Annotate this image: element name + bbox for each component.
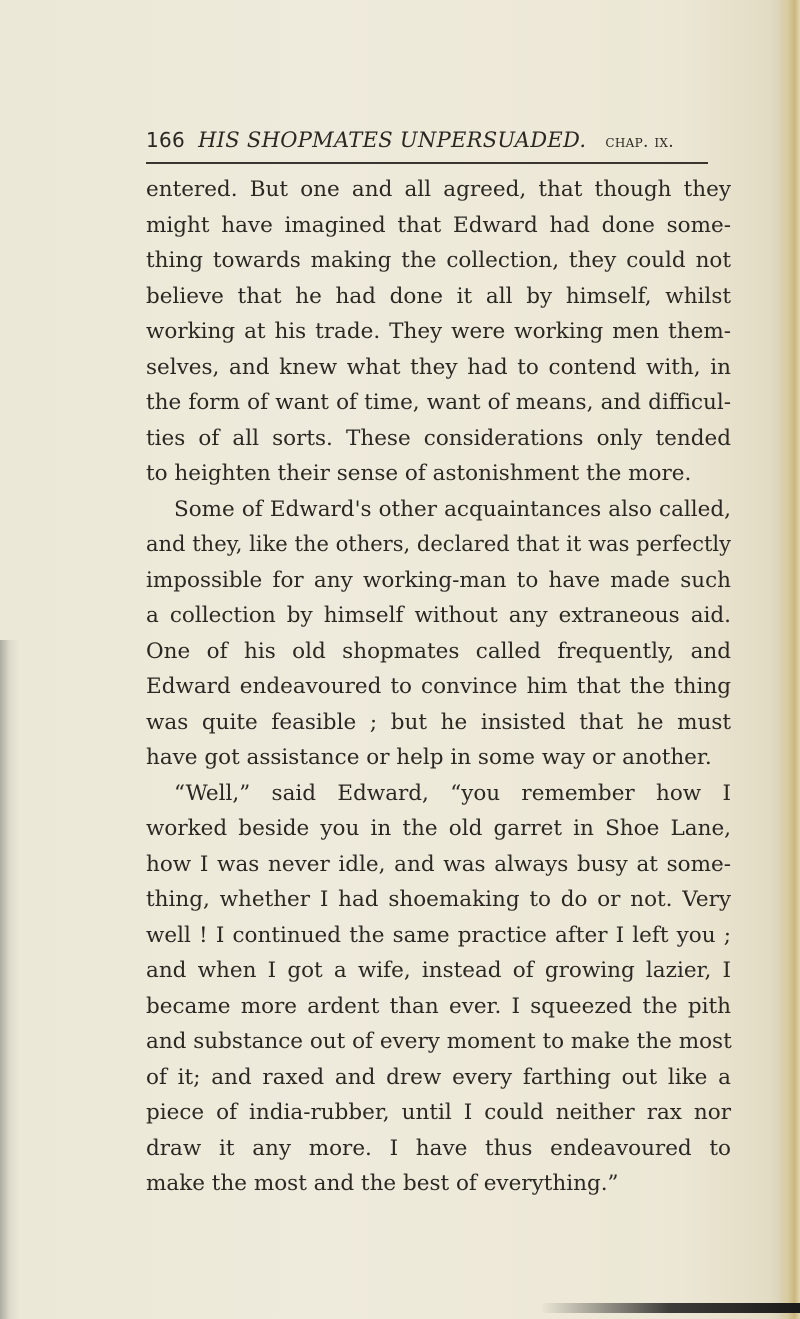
text-line: Edward endeavoured to convince him that the thing	[146, 674, 731, 699]
text-line: well ! I continued the same practice after I left you ;	[146, 922, 731, 948]
text-line: thing, whether I had shoemaking to do or not. Very	[146, 887, 731, 912]
text-line: and when I got a wife, instead of growing lazier, I	[146, 958, 731, 983]
text-line: ties of all sorts. These considerations only tended	[146, 425, 731, 451]
running-title: HIS SHOPMATES UNPERSUADED.	[198, 128, 587, 152]
paragraph-start: “Well,” said Edward, “you remember how I	[174, 780, 731, 806]
text-line: to heighten their sense of astonishment the more.	[146, 461, 692, 486]
text-line: entered. But one and all agreed, that though they	[146, 177, 731, 202]
text-line: worked beside you in the old garret in Shoe Lane,	[146, 816, 731, 841]
text-line: how I was never idle, and was always busy at some-	[146, 851, 731, 877]
bottom-edge-mark	[540, 1303, 800, 1313]
body-text	[146, 172, 731, 1202]
text-line: was quite feasible ; but he insisted that he must	[146, 709, 731, 735]
chapter-label: chap. ix.	[605, 132, 674, 152]
text-line: and they, like the others, declared that it was perfectly	[146, 532, 731, 556]
text-line: selves, and knew what they had to contend with, in	[146, 354, 731, 380]
text-line: became more ardent than ever. I squeezed the pith	[146, 993, 731, 1019]
text-line: draw it any more. I have thus endeavoured to	[146, 1135, 731, 1161]
page-number: 166	[146, 128, 186, 152]
text-line: working at his trade. They were working men them-	[146, 319, 731, 344]
text-line: believe that he had done it all by himself, whilst	[146, 283, 731, 309]
text-line: thing towards making the collection, they could not	[146, 248, 731, 273]
text-line: and substance out of every moment to make the most	[146, 1029, 732, 1054]
text-line: of it; and raxed and drew every farthing out like a	[146, 1064, 731, 1090]
paragraph-start: Some of Edward's other acquaintances also called,	[174, 496, 731, 522]
running-head	[146, 128, 716, 152]
text-line: a collection by himself without any extraneous aid.	[146, 603, 731, 628]
text-line: make the most and the best of everything.”	[146, 1171, 619, 1196]
text-line: impossible for any working-man to have made such	[146, 567, 731, 593]
text-line: have got assistance or help in some way or another.	[146, 745, 712, 770]
text-line: the form of want of time, want of means, and difficul-	[146, 390, 731, 415]
text-line: piece of india-rubber, until I could neither rax nor	[146, 1100, 731, 1125]
text-line: might have imagined that Edward had done some-	[146, 212, 731, 238]
page-edge-shading	[778, 0, 800, 1319]
binding-shadow	[0, 640, 20, 1319]
text-line: One of his old shopmates called frequently, and	[146, 638, 731, 664]
header-rule	[146, 162, 708, 164]
